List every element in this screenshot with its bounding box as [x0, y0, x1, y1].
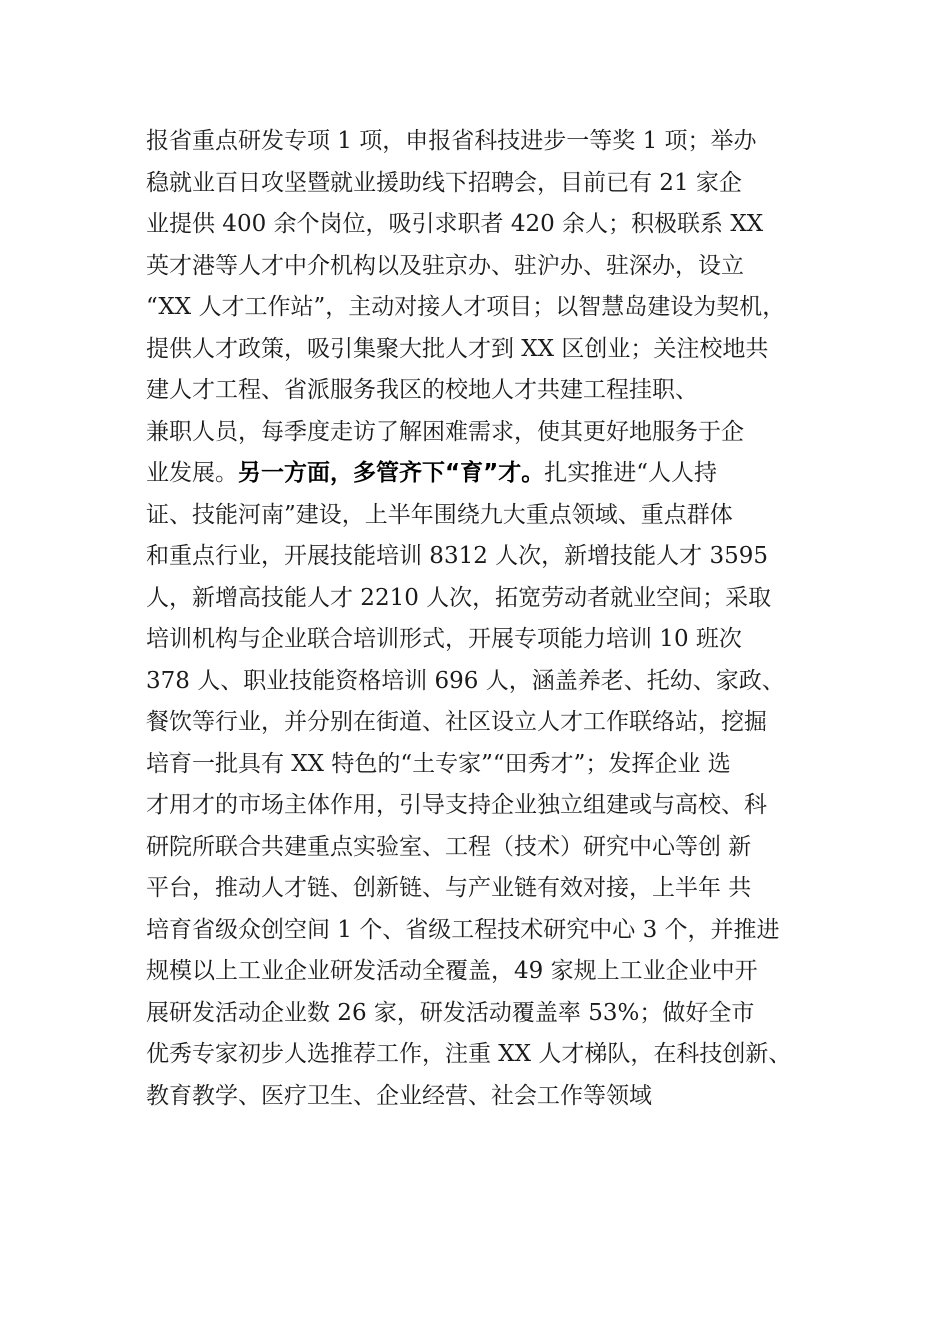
text-line: 优秀专家初步人选推荐工作，注重 XX 人才梯队，在科技创新、	[146, 1041, 792, 1067]
text-line: 教育教学、医疗卫生、企业经营、社会工作等领域	[146, 1082, 652, 1109]
text-line: 餐饮等行业，并分别在街道、社区设立人才工作联络站，挖掘	[146, 709, 767, 735]
text-line: 建人才工程、省派服务我区的校地人才共建工程挂职、	[146, 377, 698, 403]
text-line: 英才港等人才中介机构以及驻京办、驻沪办、驻深办，设立	[146, 252, 744, 279]
text-line: 培育省级众创空间 1 个、省级工程技术研究中心 3 个，并推进	[146, 916, 780, 943]
text-line: 业提供 400 余个岗位，吸引求职者 420 余人；积极联系 XX	[146, 211, 764, 237]
text-line: 才用才的市场主体作用，引导支持企业独立组建或与高校、科	[146, 792, 767, 818]
text-line: 培育一批具有 XX 特色的“土专家”“田秀才”；发挥企业 选	[146, 750, 731, 777]
text-line: 378 人、职业技能资格培训 696 人，涵盖养老、托幼、家政、	[146, 667, 785, 694]
text-line: 研院所联合共建重点实验室、工程（技术）研究中心等创 新	[146, 833, 752, 860]
text-line: 证、技能河南”建设，上半年围绕九大重点领域、重点群体	[146, 501, 733, 528]
text-line: 培训机构与企业联合培训形式，开展专项能力培训 10 班次	[146, 626, 742, 652]
text-line: 报省重点研发专项 1 项，申报省科技进步一等奖 1 项；举办	[146, 128, 757, 154]
text-line: 稳就业百日攻坚暨就业援助线下招聘会，目前已有 21 家企	[146, 169, 742, 196]
text-segment: 扎实推进“人人持	[544, 460, 717, 486]
text-line: 和重点行业，开展技能培训 8312 人次，新增技能人才 3595	[146, 543, 768, 569]
text-line: 平台，推动人才链、创新链、与产业链有效对接，上半年 共	[146, 875, 752, 901]
inline-bold-heading: 另一方面，多管齐下“育”才。	[238, 460, 545, 486]
text-segment: 业发展。	[146, 460, 238, 486]
text-line: 兼职人员，每季度走访了解困难需求，使其更好地服务于企	[146, 418, 744, 445]
text-line: 规模以上工业企业研发活动全覆盖，49 家规上工业企业中开	[146, 958, 758, 984]
text-line-with-heading	[146, 453, 866, 495]
text-line: 提供人才政策，吸引集聚大批人才到 XX 区创业；关注校地共	[146, 335, 769, 362]
text-line: 展研发活动企业数 26 家，研发活动覆盖率 53%；做好全市	[146, 999, 755, 1026]
text-line: “XX 人才工作站”，主动对接人才项目；以智慧岛建设为契机，	[146, 294, 786, 320]
text-line: 人，新增高技能人才 2210 人次，拓宽劳动者就业空间；采取	[146, 584, 772, 611]
body-text	[146, 121, 866, 1117]
